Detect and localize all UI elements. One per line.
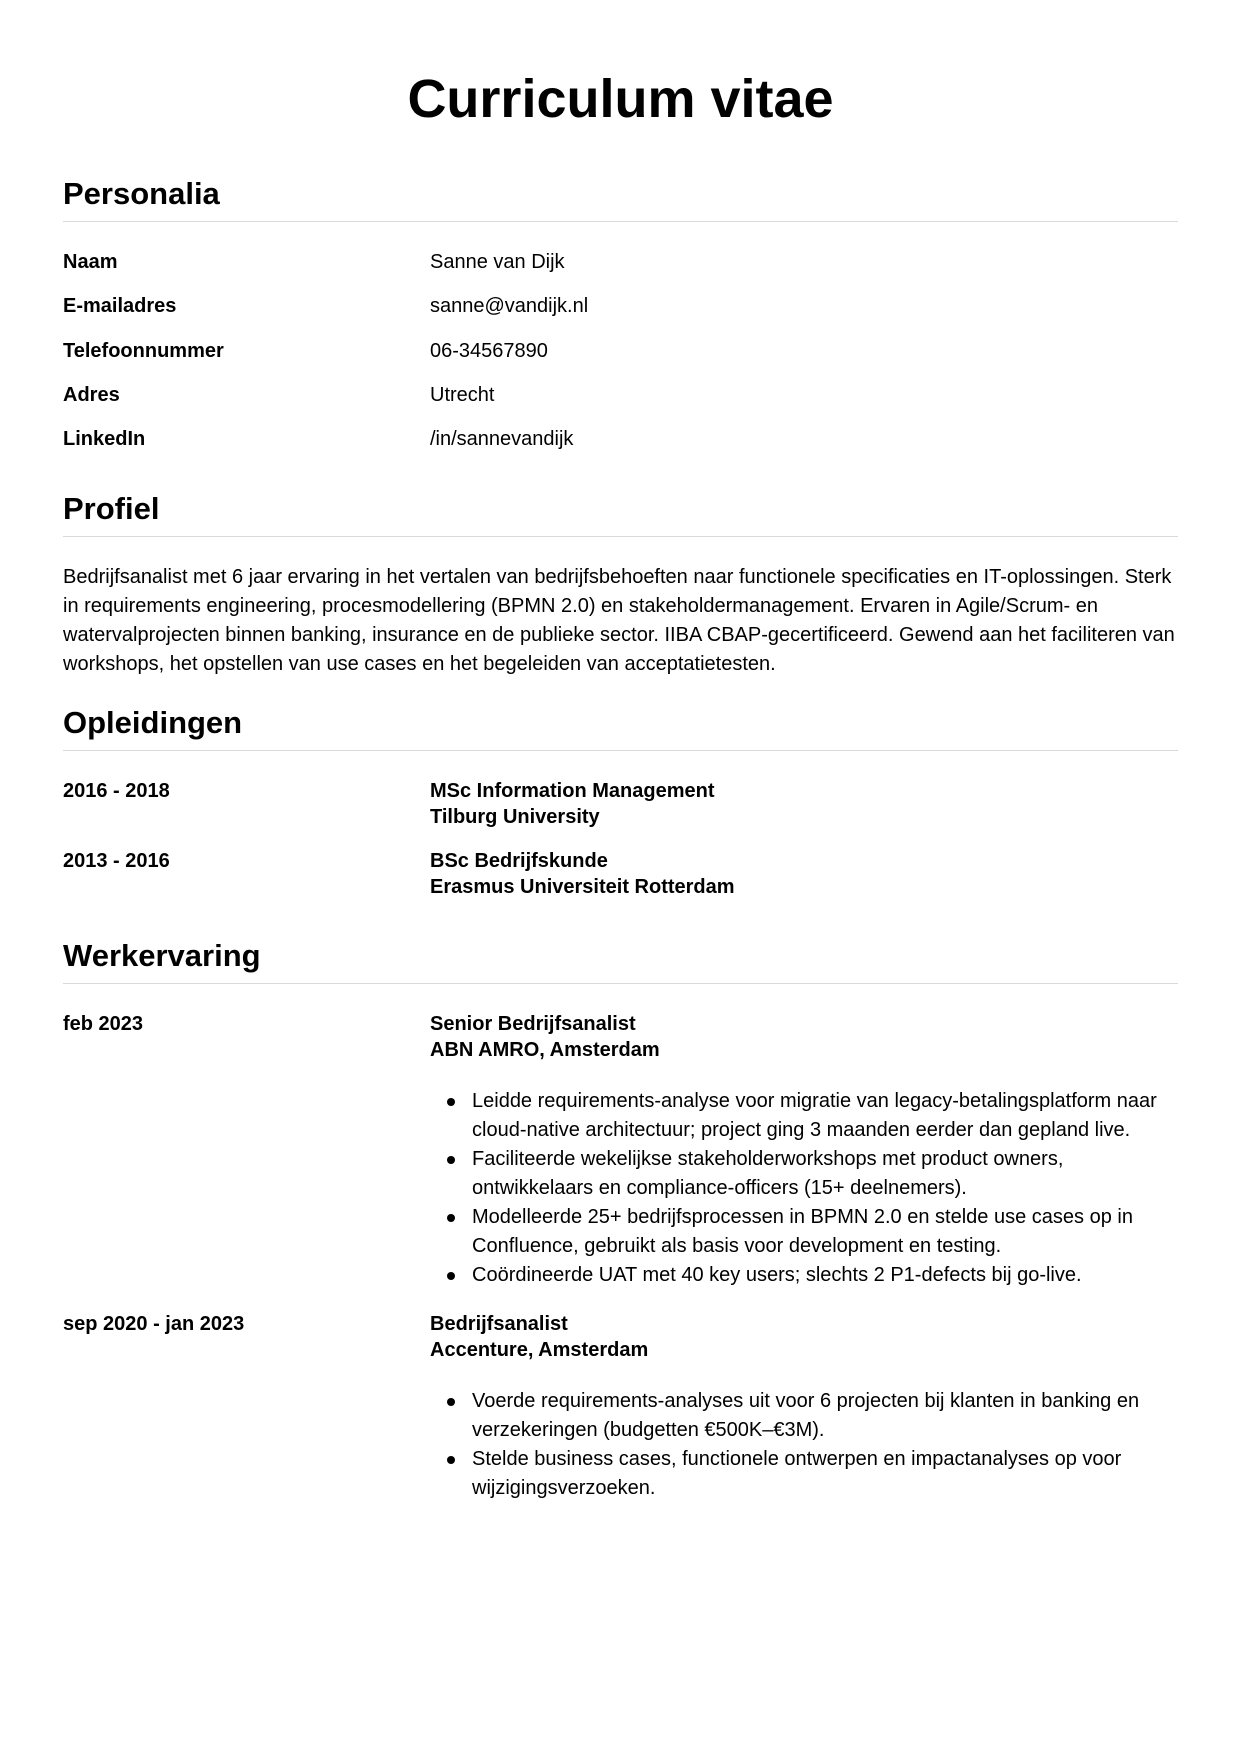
job-company: ABN AMRO, Amsterdam xyxy=(430,1039,660,1061)
label-naam: Naam xyxy=(63,251,118,273)
job-bullet-list xyxy=(430,1087,1178,1290)
label-adres: Adres xyxy=(63,384,120,406)
label-linkedin: LinkedIn xyxy=(63,428,146,450)
label-telefoon: Telefoonnummer xyxy=(63,340,224,362)
section-personalia-heading: Personalia xyxy=(63,176,220,211)
section-werkervaring-heading: Werkervaring xyxy=(63,938,261,973)
label-email: E-mailadres xyxy=(63,295,177,317)
job-role: Bedrijfsanalist xyxy=(430,1313,568,1335)
job-company: Accenture, Amsterdam xyxy=(430,1339,649,1361)
job-bullet: Coördineerde UAT met 40 key users; slechts 2 P1-defects bij go-live. xyxy=(430,1261,1178,1290)
education-degree: BSc Bedrijfskunde xyxy=(430,850,608,872)
education-school: Erasmus Universiteit Rotterdam xyxy=(430,876,735,898)
job-bullet: Modelleerde 25+ bedrijfsprocessen in BPMN 2.0 en stelde use cases op in Confluence, gebruikt als basis voor development en testing. xyxy=(430,1203,1178,1261)
value-email: sanne@vandijk.nl xyxy=(430,295,589,317)
section-divider xyxy=(63,983,1178,984)
job-bullet: Stelde business cases, functionele ontwerpen en impactanalyses op voor wijzigingsverzoeken. xyxy=(430,1445,1178,1503)
job-bullet: Voerde requirements-analyses uit voor 6 projecten bij klanten in banking en verzekeringen (budgetten €500K–€3M). xyxy=(430,1387,1178,1445)
section-profiel-heading: Profiel xyxy=(63,491,160,526)
value-adres: Utrecht xyxy=(430,384,495,406)
job-bullet: Faciliteerde wekelijkse stakeholderworkshops met product owners, ontwikkelaars en compliance-officers (15+ deelnemers). xyxy=(430,1145,1178,1203)
value-telefoon: 06-34567890 xyxy=(430,340,548,362)
section-divider xyxy=(63,750,1178,751)
section-divider xyxy=(63,536,1178,537)
job-bullet: Leidde requirements-analyse voor migratie van legacy-betalingsplatform naar cloud-native architectuur; project ging 3 maanden eerder dan gepland live. xyxy=(430,1087,1178,1145)
section-divider xyxy=(63,221,1178,222)
job-bullet-list xyxy=(430,1387,1178,1503)
job-period: feb 2023 xyxy=(63,1013,144,1035)
education-school: Tilburg University xyxy=(430,806,600,828)
value-naam: Sanne van Dijk xyxy=(430,251,565,273)
education-period: 2016 - 2018 xyxy=(63,780,170,802)
value-linkedin: /in/sannevandijk xyxy=(430,428,574,450)
profile-text: Bedrijfsanalist met 6 jaar ervaring in het vertalen van bedrijfsbehoeften naar functionele specificaties en IT-oplossingen. Sterk in requirements engineering, procesmodellering (BPMN 2.0) en stakeholdermanagement. Ervaren in Agile/Scrum- en watervalprojecten binnen banking, insurance en de publieke sector. IIBA CBAP-gecertificeerd. Gewend aan het faciliteren van workshops, het opstellen van use cases en het begeleiden van acceptatietesten. xyxy=(63,566,1175,675)
education-period: 2013 - 2016 xyxy=(63,850,170,872)
document-title: Curriculum vitae xyxy=(407,69,834,129)
education-degree: MSc Information Management xyxy=(430,780,715,802)
job-period: sep 2020 - jan 2023 xyxy=(63,1313,245,1335)
job-role: Senior Bedrijfsanalist xyxy=(430,1013,636,1035)
section-opleidingen-heading: Opleidingen xyxy=(63,705,243,740)
